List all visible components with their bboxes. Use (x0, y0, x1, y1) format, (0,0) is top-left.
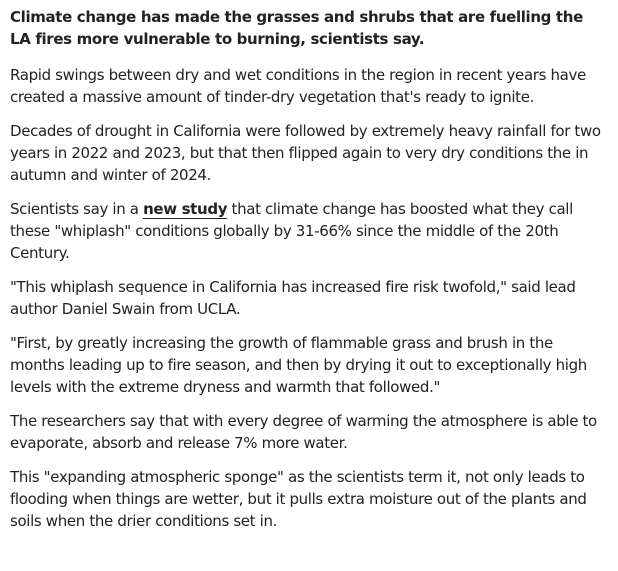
paragraph-text: that climate change has boosted what they call these "whiplash" conditions globally by 31-66% since the middle of the 20th Century. (10, 200, 573, 262)
paragraph-drought-rainfall: Decades of drought in California were followed by extremely heavy rainfall for two years in 2022 and 2023, but that then flipped again to very dry conditions the in autumn and winter of 2024. (10, 122, 601, 184)
paragraph-warming-water: The researchers say that with every degree of warming the atmosphere is able to evaporate, absorb and release 7% more water. (10, 412, 597, 452)
paragraph-swain-quote: "This whiplash sequence in California has increased fire risk twofold," said lead author Daniel Swain from UCLA. (10, 278, 576, 318)
paragraph-text: Scientists say in a (10, 200, 144, 218)
lead-paragraph: Climate change has made the grasses and shrubs that are fuelling the LA fires more vulnerable to burning, scientists say. (10, 8, 583, 48)
paragraph-dry-wet-swings: Rapid swings between dry and wet conditions in the region in recent years have created a massive amount of tinder-dry vegetation that's ready to ignite. (10, 66, 586, 106)
paragraph-swain-quote-continued: "First, by greatly increasing the growth of flammable grass and brush in the months leading up to fire season, and then by drying it out to exceptionally high levels with the extreme dryness and warmth that followed." (10, 334, 587, 396)
paragraph-new-study (10, 198, 608, 264)
paragraph-atmospheric-sponge: This "expanding atmospheric sponge" as the scientists term it, not only leads to flooding when things are wetter, but it pulls extra moisture out of the plants and soils when the drier conditions set in. (10, 468, 587, 530)
new-study-link[interactable]: new study (143, 200, 228, 218)
